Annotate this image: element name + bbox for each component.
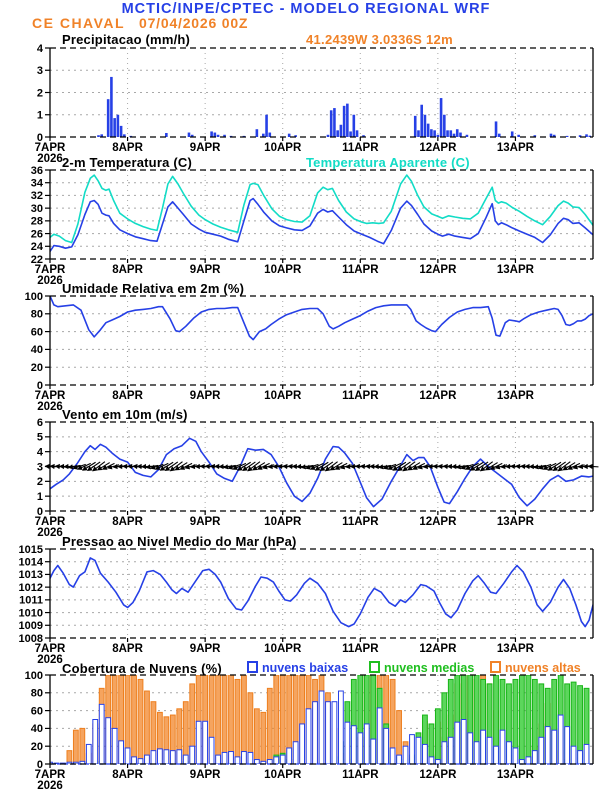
pressure-line <box>50 558 593 627</box>
cloud-bar <box>280 755 285 764</box>
cloud-bar <box>125 748 130 764</box>
x-tick-label: 11APR <box>342 516 379 528</box>
y-tick-label: 100 <box>24 669 43 682</box>
x-tick-label: 9APR <box>189 264 221 276</box>
precip-bar <box>330 110 333 137</box>
panel-title-apparent-temperature: Temperatura Aparente (C) <box>306 155 470 170</box>
y-tick-label: 1008 <box>18 632 43 645</box>
cloud-bar <box>364 724 369 764</box>
y-tick-label: 24 <box>30 241 43 254</box>
cloud-bar <box>519 675 524 764</box>
cloud-bar <box>164 750 169 764</box>
y-tick-label: 20 <box>30 741 43 753</box>
cloud-bar <box>300 724 305 764</box>
cloud-bar <box>539 737 544 764</box>
x-tick-label: 10APR <box>264 643 302 655</box>
high-clouds-swatch-icon <box>490 661 501 673</box>
cloud-bar <box>435 760 440 764</box>
cloud-bar <box>138 679 143 764</box>
y-tick-label: 2 <box>36 87 43 100</box>
precip-bar <box>449 130 452 137</box>
cloud-bar <box>132 757 137 764</box>
x-axis-year-label: 2026 <box>37 275 63 287</box>
panel-title-wind: Vento em 10m (m/s) <box>62 407 188 422</box>
y-tick-label: 32 <box>30 190 43 203</box>
y-tick-label: 34 <box>30 177 43 190</box>
cloud-bar <box>455 722 460 764</box>
y-tick-label: 0 <box>36 758 43 771</box>
y-tick-label: 80 <box>30 308 43 321</box>
precip-bar <box>466 135 469 137</box>
y-tick-label: 1010 <box>18 607 43 620</box>
x-tick-label: 9APR <box>189 390 221 402</box>
cloud-bar <box>222 675 227 764</box>
cloud-bar <box>448 737 453 764</box>
x-tick-label: 9APR <box>189 516 221 528</box>
precip-bar <box>210 131 213 137</box>
precip-bar <box>340 125 343 137</box>
y-tick-label: 0 <box>36 131 43 144</box>
y-tick-label: 0 <box>36 379 43 392</box>
precip-bar <box>424 115 427 137</box>
cloud-bar <box>145 691 150 764</box>
panel-title-temperature: 2-m Temperatura (C) <box>62 155 192 170</box>
cloud-bar <box>578 751 583 764</box>
cloud-bar <box>513 748 518 764</box>
x-tick-label: 13APR <box>496 264 534 276</box>
cloud-bar <box>338 691 343 764</box>
cloud-bar <box>319 691 324 764</box>
precip-bar <box>414 116 417 137</box>
precip-bars <box>97 77 591 137</box>
cloud-bar <box>468 733 473 764</box>
x-tick-label: 10APR <box>264 390 302 402</box>
precip-bar <box>165 133 168 137</box>
y-tick-label: 1 <box>36 490 43 503</box>
precip-bar <box>495 121 498 137</box>
x-tick-label: 10APR <box>264 264 302 276</box>
x-tick-label: 12APR <box>419 390 457 402</box>
cloud-bar <box>584 744 589 764</box>
precip-bar <box>214 133 217 137</box>
y-tick-label: 2 <box>36 476 43 489</box>
precip-bar <box>443 115 446 137</box>
x-tick-label: 7APR <box>34 516 66 528</box>
cloud-bar <box>532 751 537 764</box>
precip-bar <box>113 118 116 137</box>
precip-bar <box>349 131 352 137</box>
precip-bar <box>107 99 110 137</box>
precip-bar <box>327 135 330 137</box>
cloud-bar <box>526 757 531 764</box>
x-tick-label: 11APR <box>342 769 379 781</box>
cloud-bar <box>274 675 279 764</box>
cloud-bar <box>216 755 221 764</box>
precip-bar <box>433 130 436 137</box>
precip-bar <box>446 130 449 137</box>
cloud-bar <box>267 760 272 764</box>
x-tick-label: 8APR <box>112 142 143 154</box>
x-axis-year-label: 2026 <box>37 527 63 539</box>
pressure-chart <box>19 544 593 666</box>
y-tick-label: 60 <box>30 705 43 718</box>
precip-bar <box>265 115 268 137</box>
precip-bar <box>120 126 123 137</box>
y-tick-label: 28 <box>30 215 43 228</box>
cloud-bar <box>384 728 389 764</box>
cloud-bar <box>80 728 85 764</box>
cloud-bar <box>558 715 563 764</box>
precip-bar <box>188 133 191 137</box>
precip-bar <box>97 135 100 137</box>
y-tick-label: 22 <box>30 253 43 266</box>
wind-chart <box>35 417 599 539</box>
precip-bar <box>333 108 336 137</box>
cloud-bar <box>177 750 182 764</box>
precip-bar <box>117 115 120 137</box>
x-tick-label: 13APR <box>496 390 534 402</box>
humidity-line <box>50 296 593 340</box>
cloud-bar <box>254 709 259 764</box>
apparent-temp-line <box>50 175 593 242</box>
cloud-bar <box>545 727 550 764</box>
precip-bar <box>417 130 420 137</box>
precip-bar <box>566 136 569 137</box>
cloud-bar <box>183 755 188 764</box>
x-tick-label: 8APR <box>112 769 143 781</box>
precip-bar <box>430 129 433 137</box>
precip-bar <box>517 135 520 137</box>
x-tick-label: 7APR <box>34 769 66 781</box>
cloud-bar <box>326 702 331 764</box>
y-tick-label: 3 <box>36 461 43 474</box>
x-tick-label: 7APR <box>34 264 66 276</box>
x-axis-year-label: 2026 <box>37 780 63 792</box>
precip-bar <box>346 104 349 137</box>
x-tick-label: 11APR <box>342 390 379 402</box>
cloud-bar <box>261 712 266 764</box>
panel-title-precipitation: Precipitacao (mm/h) <box>62 32 191 47</box>
y-tick-label: 80 <box>30 687 43 700</box>
precip-bar <box>459 133 462 137</box>
cloud-bar <box>86 744 91 764</box>
y-tick-label: 1014 <box>18 556 43 569</box>
y-tick-label: 0 <box>36 505 43 518</box>
x-tick-label: 10APR <box>264 769 302 781</box>
cloud-bar <box>429 757 434 764</box>
precip-bar <box>217 135 220 137</box>
cloud-bar <box>119 741 124 764</box>
precip-bar <box>343 106 346 137</box>
cloud-bar <box>216 675 221 764</box>
panel-title-humidity: Umidade Relativa em 2m (%) <box>62 281 245 296</box>
cloud-bar <box>280 675 285 764</box>
x-tick-label: 11APR <box>342 142 379 154</box>
cloud-bar <box>132 675 137 764</box>
cloud-bar <box>229 675 234 764</box>
x-tick-label: 7APR <box>34 142 66 154</box>
cloud-bar <box>222 752 227 764</box>
cloud-bar <box>435 709 440 764</box>
legend-label-low-clouds: nuvens baixas <box>262 661 349 675</box>
cloud-bar <box>235 757 240 764</box>
cloud-bar <box>196 721 201 764</box>
y-tick-label: 36 <box>30 164 43 177</box>
cloud-bar <box>500 730 505 764</box>
cloud-bar <box>371 739 376 764</box>
x-tick-label: 8APR <box>112 264 143 276</box>
cloud-bar <box>209 737 214 764</box>
x-tick-label: 7APR <box>34 643 66 655</box>
precipitation-chart <box>35 43 593 165</box>
x-tick-label: 11APR <box>342 264 379 276</box>
precip-bar <box>356 130 359 137</box>
precip-bar <box>511 131 514 137</box>
cloud-bar <box>442 742 447 764</box>
x-tick-label: 12APR <box>419 643 457 655</box>
cloud-bar <box>157 749 162 764</box>
cloud-bar <box>93 720 98 765</box>
cloud-bar <box>494 746 499 764</box>
precip-bar <box>336 130 339 137</box>
precip-bar <box>420 105 423 137</box>
y-tick-label: 5 <box>36 431 43 444</box>
y-tick-label: 30 <box>30 202 43 215</box>
legend-item-high-clouds <box>490 661 581 675</box>
y-tick-label: 1012 <box>18 581 43 594</box>
cloud-bar <box>519 760 524 764</box>
report-title: MCTIC/INPE/CPTEC - MODELO REGIONAL WRF <box>121 1 491 17</box>
x-tick-label: 8APR <box>112 643 143 655</box>
y-tick-label: 1 <box>36 109 43 122</box>
cloud-bar <box>416 737 421 764</box>
cloud-bar <box>235 679 240 764</box>
panel-title-pressure: Pressao ao Nivel Medio do Mar (hPa) <box>62 534 297 549</box>
cloud-bar <box>474 742 479 764</box>
cloud-bar <box>313 702 318 764</box>
x-axis-year-label: 2026 <box>37 401 63 413</box>
x-tick-label: 8APR <box>112 516 143 528</box>
y-tick-label: 20 <box>30 362 43 374</box>
x-tick-label: 12APR <box>419 769 457 781</box>
x-tick-label: 9APR <box>189 769 221 781</box>
cloud-bar <box>242 752 247 764</box>
cloud-bar <box>138 759 143 764</box>
y-tick-label: 4 <box>36 42 43 55</box>
cloud-bar <box>242 675 247 764</box>
low-clouds-swatch-icon <box>247 661 258 673</box>
x-tick-label: 10APR <box>264 516 302 528</box>
precip-bar <box>268 133 271 137</box>
cloud-bar <box>526 675 531 764</box>
cloud-bar <box>358 733 363 764</box>
x-tick-label: 13APR <box>496 516 534 528</box>
precip-bar <box>256 129 259 137</box>
y-tick-label: 26 <box>30 228 43 241</box>
cloud-bar <box>565 727 570 764</box>
x-tick-label: 13APR <box>496 769 534 781</box>
cloud-bar <box>552 730 557 764</box>
x-tick-label: 7APR <box>34 390 66 402</box>
precip-bar <box>427 124 430 137</box>
y-tick-label: 1011 <box>19 594 43 607</box>
y-tick-label: 1015 <box>18 543 43 556</box>
cloud-bar <box>112 728 117 764</box>
x-tick-label: 12APR <box>419 142 457 154</box>
y-tick-label: 4 <box>36 446 43 459</box>
legend-label-mid-clouds: nuvens medias <box>384 661 475 675</box>
x-tick-label: 8APR <box>112 390 143 402</box>
cloud-bar <box>507 742 512 764</box>
cloud-bar <box>254 760 259 764</box>
y-tick-label: 40 <box>30 723 43 736</box>
cloud-bar <box>99 704 104 764</box>
legend-item-low-clouds <box>247 661 348 675</box>
x-tick-label: 12APR <box>419 516 457 528</box>
y-tick-label: 6 <box>36 416 43 429</box>
precip-bar <box>437 135 440 137</box>
x-tick-label: 13APR <box>496 643 534 655</box>
cloud-bar <box>345 722 350 764</box>
y-tick-label: 1009 <box>18 620 43 633</box>
cloud-bar <box>410 735 415 764</box>
station-name: CE CHAVAL <box>32 15 126 31</box>
x-tick-label: 9APR <box>189 643 221 655</box>
cloud-bar <box>397 755 402 764</box>
cloud-bar <box>390 748 395 764</box>
cloud-bar <box>571 746 576 764</box>
precip-bar <box>353 115 356 137</box>
cloud-bar <box>306 709 311 764</box>
cloud-bar <box>248 752 253 764</box>
cloud-bar <box>190 746 195 764</box>
panel-title-clouds: Cobertura de Nuvens (%) <box>62 661 222 676</box>
cloud-bar <box>377 708 382 764</box>
cloud-bar <box>229 752 234 764</box>
x-tick-label: 11APR <box>342 643 379 655</box>
y-tick-label: 60 <box>30 326 43 339</box>
station-coordinates: 41.2439W 3.0336S 12m <box>306 32 453 47</box>
temperature-chart <box>31 165 593 287</box>
cloud-bar <box>293 742 298 764</box>
x-axis-year-label: 2026 <box>37 654 63 666</box>
clouds-chart <box>25 670 593 792</box>
x-axis-year-label: 2026 <box>37 153 63 165</box>
cloud-bar <box>481 730 486 764</box>
legend-label-high-clouds: nuvens altas <box>505 661 581 675</box>
x-tick-label: 9APR <box>189 142 221 154</box>
y-tick-label: 40 <box>30 344 43 357</box>
y-tick-label: 3 <box>36 65 43 78</box>
x-tick-label: 12APR <box>419 264 457 276</box>
cloud-bar <box>145 755 150 764</box>
cloud-bar <box>170 751 175 764</box>
mid-clouds-swatch-icon <box>369 661 380 673</box>
cloud-bar <box>351 726 356 764</box>
x-tick-label: 10APR <box>264 142 302 154</box>
cloud-bar <box>461 720 466 765</box>
cloud-bar <box>274 757 279 764</box>
cloud-bar <box>332 702 337 764</box>
cloud-bar <box>403 746 408 764</box>
legend-item-mid-clouds <box>369 661 474 675</box>
y-tick-label: 100 <box>24 290 43 303</box>
run-datetime: 07/04/2026 00Z <box>139 15 249 31</box>
humidity-chart <box>25 291 593 413</box>
precip-bar <box>110 77 113 137</box>
cloud-bar <box>487 737 492 764</box>
cloud-bar <box>287 748 292 764</box>
x-tick-label: 13APR <box>496 142 534 154</box>
cloud-bar <box>203 721 208 764</box>
cloud-bar <box>151 751 156 764</box>
precip-bar <box>440 98 443 137</box>
cloud-bar <box>267 688 272 764</box>
cloud-bar <box>73 730 78 764</box>
cloud-bar <box>423 744 428 764</box>
precip-bar <box>456 129 459 137</box>
cloud-bar <box>106 718 111 764</box>
y-tick-label: 1013 <box>18 569 43 582</box>
